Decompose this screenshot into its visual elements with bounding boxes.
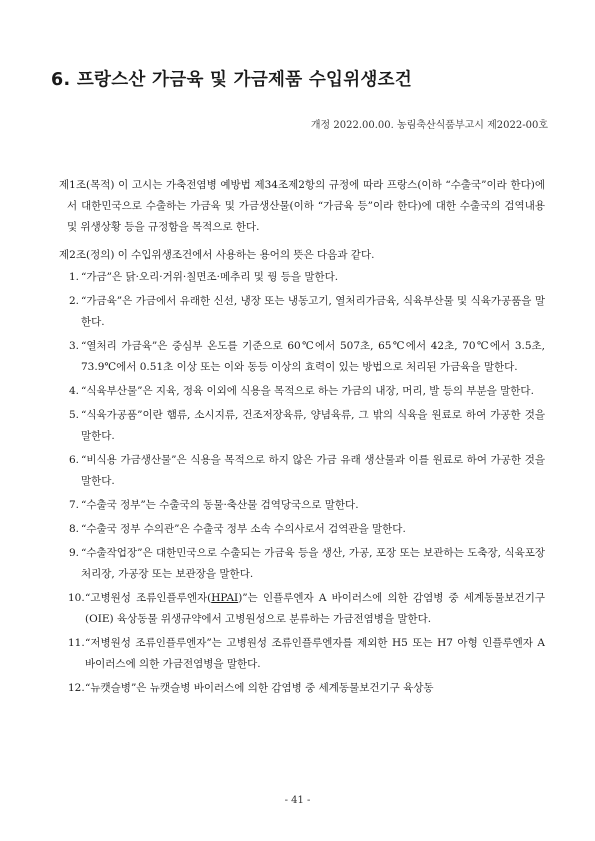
item-number: 7. (69, 499, 80, 511)
item-text-pre: “고병원성 조류인플루엔자( (85, 592, 212, 604)
list-item (59, 519, 545, 540)
item-number: 9. (69, 547, 80, 559)
list-item (59, 405, 545, 447)
item-text: “수출국 정부 수의관”은 수출국 정부 소속 수의사로서 검역관을 말한다. (81, 523, 406, 535)
item-text: “저병원성 조류인플루엔자”는 고병원성 조류인플루엔자를 제외한 H5 또는 H7 아형 인플루엔자 A 바이러스에 의한 가금전염병을 말한다. (85, 637, 545, 670)
list-item (59, 588, 545, 630)
list-item (59, 678, 545, 699)
item-number: 2. (69, 295, 80, 307)
item-number: 11. (68, 637, 85, 649)
item-text: “가금육”은 가금에서 유래한 신선, 냉장 또는 냉동고기, 열처리가금육, 식육부산물 및 식육가공품을 말한다. (81, 295, 545, 328)
list-item (59, 381, 545, 402)
item-text: “식육부산물”은 지육, 정육 이외에 식용을 목적으로 하는 가금의 내장, 머리, 발 등의 부분을 말한다. (81, 385, 534, 397)
page-number: - 41 - (284, 795, 311, 806)
item-text: “수출작업장”은 대한민국으로 수출되는 가금육 등을 생산, 가공, 포장 또는 보관하는 도축장, 식육포장처리장, 가공장 또는 보관장을 말한다. (81, 547, 545, 580)
list-item (59, 336, 545, 378)
list-item (59, 633, 545, 675)
article-2-intro: 제2조(정의) 이 수입위생조건에서 사용하는 용어의 뜻은 다음과 같다. (59, 249, 375, 261)
page-title: 6. 프랑스산 가금육 및 가금제품 수입위생조건 (51, 70, 413, 90)
item-number: 3. (69, 340, 80, 352)
item-text: “식육가공품”이란 햄류, 소시지류, 건조저장육류, 양념육류, 그 밖의 식육을 원료로 하여 가공한 것을 말한다. (81, 409, 545, 442)
item-number: 10. (68, 592, 85, 604)
definition-list (59, 267, 545, 699)
item-number: 8. (69, 523, 80, 535)
item-text: “가금”은 닭·오리·거위·칠면조·메추리 및 꿩 등을 말한다. (81, 271, 339, 283)
amendment-note: 개정 2022.00.00. 농림축산식품부고시 제2022-00호 (310, 120, 548, 131)
list-item (59, 450, 545, 492)
item-text: “비식용 가금생산물”은 식용을 목적으로 하지 않은 가금 유래 생산물과 이를 원료로 하여 가공한 것을 말한다. (81, 454, 545, 487)
article-1: 제1조(목적) 이 고시는 가축전염병 예방법 제34조제2항의 규정에 따라 프랑스(이하 “수출국”이라 한다)에서 대한민국으로 수출하는 가금육 및 가금생산물(이하 “가금육 등”이라 한다)에 대한 수출국의 검역내용 및 위생상황 등을 규정함을 목적으로 한다. (59, 179, 545, 233)
item-number: 5. (69, 409, 80, 421)
item-text-post: )”는 인플루엔자 A 바이러스에 의한 감염병 중 세계동물보건기구(OIE) 육상동물 위생규약에서 고병원성으로 분류하는 가금전염병을 말한다. (85, 592, 545, 625)
document-body (59, 175, 545, 702)
hpai-abbreviation: HPAI (211, 592, 239, 604)
item-number: 1. (69, 271, 80, 283)
list-item (59, 291, 545, 333)
item-text: “뉴캣슬병”은 뉴캣슬병 바이러스에 의한 감염병 중 세계동물보건기구 육상동 (85, 682, 434, 694)
item-text: “열처리 가금육”은 중심부 온도를 기준으로 60℃에서 507초, 65℃에서 42초, 70℃에서 3.5초, 73.9℃에서 0.51초 이상 또는 이와 동등 이상의 효력이 있는 방법으로 처리된 가금육을 말한다. (81, 340, 545, 373)
item-number: 6. (69, 454, 80, 466)
list-item (59, 495, 545, 516)
item-number: 4. (69, 385, 80, 397)
list-item (59, 267, 545, 288)
list-item (59, 543, 545, 585)
item-text: “수출국 정부”는 수출국의 동물·축산물 검역당국으로 말한다. (81, 499, 359, 511)
item-number: 12. (68, 682, 85, 694)
